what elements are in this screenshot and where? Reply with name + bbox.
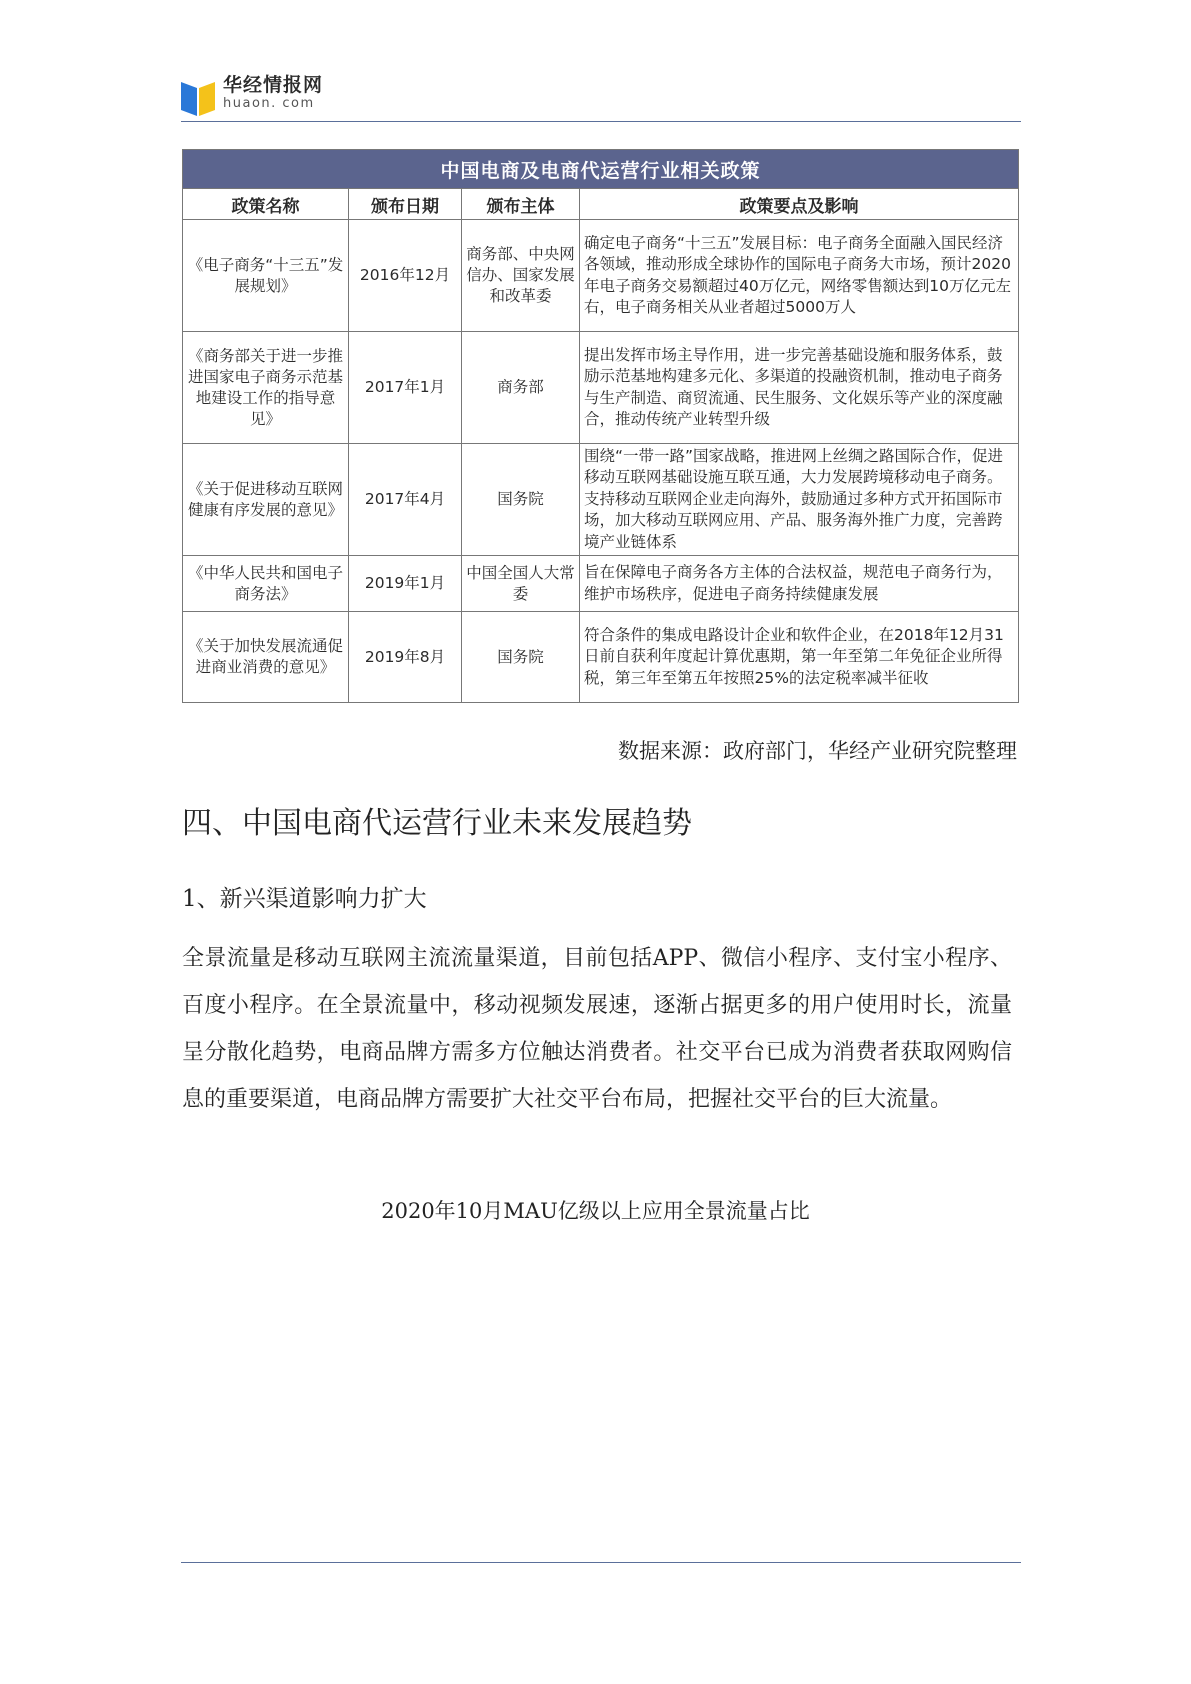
table-row	[183, 612, 1019, 703]
policy-date: 2017年1月	[349, 332, 462, 444]
logo-name-en: huaon. com	[223, 96, 315, 111]
logo-text	[223, 74, 323, 112]
huaon-logo-icon	[181, 78, 215, 116]
table-title: 中国电商及电商代运营行业相关政策	[183, 150, 1019, 189]
policy-name: 《电子商务“十三五”发展规划》	[183, 220, 349, 332]
data-source-note: 数据来源：政府部门，华经产业研究院整理	[618, 739, 1017, 763]
table-row	[183, 332, 1019, 444]
table-row	[183, 444, 1019, 556]
column-header-date: 颁布日期	[349, 189, 462, 220]
policy-date: 2017年4月	[349, 444, 462, 556]
logo-name-cn: 华经情报网	[223, 74, 324, 96]
subsection-heading: 1、新兴渠道影响力扩大	[182, 886, 427, 912]
figure-caption: 2020年10月MAU亿级以上应用全景流量占比	[381, 1199, 810, 1223]
policy-points: 确定电子商务“十三五”发展目标：电子商务全面融入国民经济各领域，推动形成全球协作的国际电子商务大市场，预计2020年电子商务交易额超过40万亿元，网络零售额达到10万亿元左右，电子商务相关从业者超过5000万人	[580, 220, 1019, 332]
policy-name: 《中华人民共和国电子商务法》	[183, 556, 349, 612]
footer-rule	[181, 1562, 1021, 1563]
policy-issuer: 商务部	[462, 332, 580, 444]
policy-date: 2016年12月	[349, 220, 462, 332]
page-header	[181, 72, 1021, 116]
policy-name: 《关于加快发展流通促进商业消费的意见》	[183, 612, 349, 703]
table-row	[183, 220, 1019, 332]
policy-points: 旨在保障电子商务各方主体的合法权益，规范电子商务行为，维护市场秩序，促进电子商务持续健康发展	[580, 556, 1019, 612]
policy-date: 2019年1月	[349, 556, 462, 612]
policy-issuer: 商务部、中央网信办、国家发展和改革委	[462, 220, 580, 332]
policy-issuer: 国务院	[462, 444, 580, 556]
policy-name: 《关于促进移动互联网健康有序发展的意见》	[183, 444, 349, 556]
section-heading: 四、中国电商代运营行业未来发展趋势	[182, 806, 692, 841]
policy-name: 《商务部关于进一步推进国家电子商务示范基地建设工作的指导意见》	[183, 332, 349, 444]
policy-date: 2019年8月	[349, 612, 462, 703]
policy-points: 符合条件的集成电路设计企业和软件企业，在2018年12月31日前自获利年度起计算优惠期，第一年至第二年免征企业所得税，第三年至第五年按照25%的法定税率减半征收	[580, 612, 1019, 703]
policy-issuer: 中国全国人大常委	[462, 556, 580, 612]
policy-points: 围绕“一带一路”国家战略，推进网上丝绸之路国际合作，促进移动互联网基础设施互联互通，大力发展跨境移动电子商务。支持移动互联网企业走向海外，鼓励通过多种方式开拓国际市场，加大移动互联网应用、产品、服务海外推广力度，完善跨境产业链体系	[580, 444, 1019, 556]
column-header-points: 政策要点及影响	[580, 189, 1019, 220]
policy-issuer: 国务院	[462, 612, 580, 703]
policy-table	[182, 149, 1019, 703]
body-paragraph: 全景流量是移动互联网主流流量渠道，目前包括APP、微信小程序、支付宝小程序、百度小程序。在全景流量中，移动视频发展速，逐渐占据更多的用户使用时长，流量呈分散化趋势，电商品牌方需多方位触达消费者。社交平台已成为消费者获取网购信息的重要渠道，电商品牌方需要扩大社交平台布局，把握社交平台的巨大流量。	[182, 946, 1012, 1112]
column-header-issuer: 颁布主体	[462, 189, 580, 220]
header-rule	[181, 121, 1021, 122]
policy-points: 提出发挥市场主导作用，进一步完善基础设施和服务体系，鼓励示范基地构建多元化、多渠道的投融资机制，推动电子商务与生产制造、商贸流通、民生服务、文化娱乐等产业的深度融合，推动传统产业转型升级	[580, 332, 1019, 444]
table-row	[183, 556, 1019, 612]
column-header-name: 政策名称	[183, 189, 349, 220]
